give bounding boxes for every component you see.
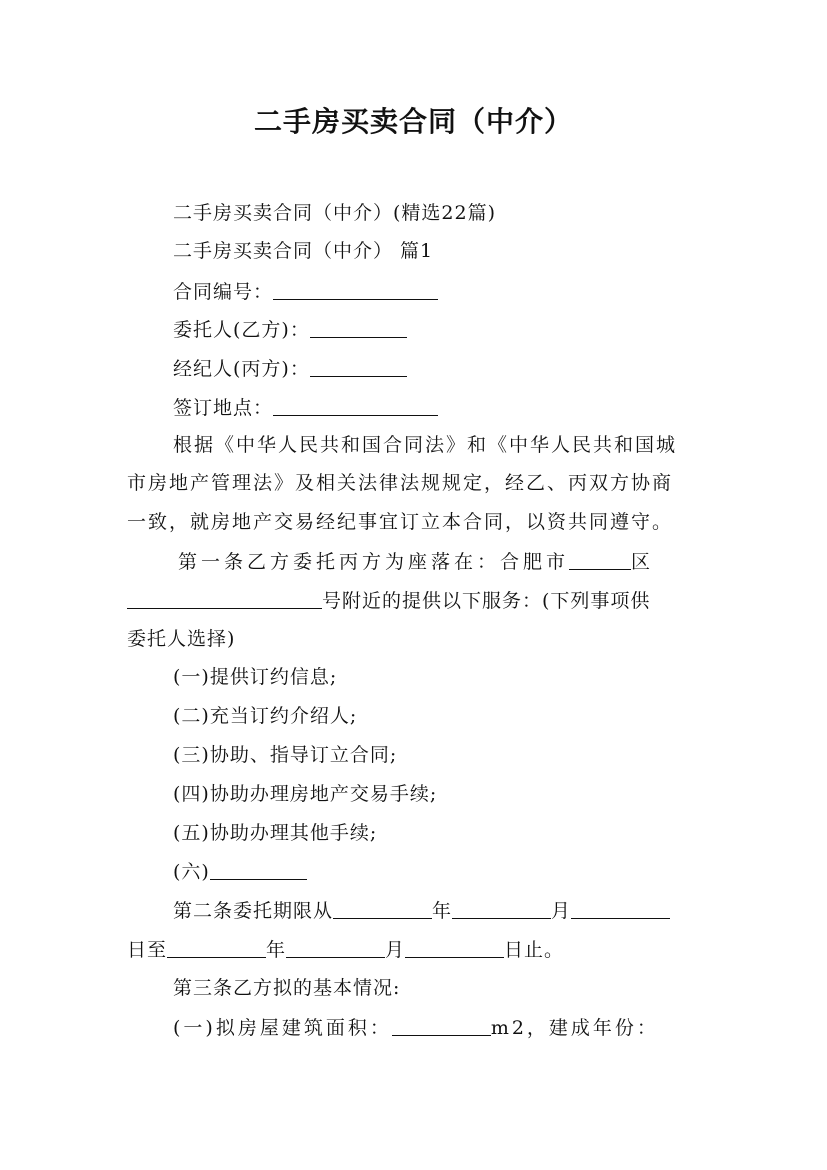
district-blank xyxy=(569,549,631,570)
article1-part3: 号附近的提供以下服务：(下列事项供 xyxy=(322,590,651,612)
client-label: 委托人(乙方)： xyxy=(173,319,310,341)
article2-line-1 xyxy=(173,898,670,923)
area-blank xyxy=(392,1015,491,1036)
sign-place-blank xyxy=(273,395,438,416)
preamble-line-2: 市房地产管理法》及相关法律法规规定，经乙、丙双方协商 xyxy=(127,472,674,494)
article1-part1: 第一条乙方委托丙方为座落在：合肥市 xyxy=(178,551,570,573)
article1-line-2 xyxy=(127,588,650,613)
preamble-line-3: 一致，就房地产交易经纪事宜订立本合同，以资共同遵守。 xyxy=(127,511,674,533)
service-item: (四)协助办理房地产交易手续; xyxy=(173,783,438,805)
start-month-blank xyxy=(452,898,551,919)
contract-no-field xyxy=(173,279,438,304)
article2-year2: 年 xyxy=(266,939,287,961)
article2-month: 月 xyxy=(551,900,572,922)
article2-day-end: 日止。 xyxy=(504,939,565,961)
contract-no-blank xyxy=(273,279,438,300)
article2-prefix: 第二条委托期限从 xyxy=(173,900,334,922)
article2-day-to: 日至 xyxy=(127,939,168,961)
end-month-blank xyxy=(286,937,385,958)
article1-line-1 xyxy=(178,549,654,574)
end-day-blank xyxy=(405,937,504,958)
end-year-blank xyxy=(167,937,266,958)
article3-item1-suffix: m2，建成年份： xyxy=(490,1017,659,1039)
contract-no-label: 合同编号： xyxy=(173,281,274,303)
address-blank xyxy=(127,588,322,609)
service-item: (五)协助办理其他手续; xyxy=(173,822,378,844)
sign-place-field xyxy=(173,395,438,420)
service-six-blank xyxy=(210,859,307,880)
broker-label: 经纪人(丙方)： xyxy=(173,358,310,380)
section-heading: 二手房买卖合同（中介） 篇1 xyxy=(173,240,434,262)
service-item: (一)提供订约信息; xyxy=(173,666,338,688)
preamble-line-1: 根据《中华人民共和国合同法》和《中华人民共和国城 xyxy=(173,434,678,456)
article1-line-3: 委托人选择) xyxy=(127,628,236,650)
sign-place-label: 签订地点： xyxy=(173,397,274,419)
article3-item1-label: (一)拟房屋建筑面积： xyxy=(173,1017,392,1039)
article2-month2: 月 xyxy=(385,939,406,961)
start-year-blank xyxy=(333,898,432,919)
article3-item-1 xyxy=(173,1015,659,1040)
article2-line-2 xyxy=(127,937,564,962)
start-day-blank xyxy=(571,898,670,919)
article1-part2: 区 xyxy=(631,551,655,573)
broker-field xyxy=(173,356,407,381)
document-subtitle: 二手房买卖合同（中介）(精选22篇) xyxy=(173,202,497,224)
client-field xyxy=(173,317,407,342)
article2-year: 年 xyxy=(432,900,453,922)
service-item: (三)协助、指导订立合同; xyxy=(173,744,398,766)
service-item: (二)充当订约介绍人; xyxy=(173,705,358,727)
service-item-six-label: (六) xyxy=(173,861,210,883)
broker-blank xyxy=(310,356,407,377)
document-title: 二手房买卖合同（中介） xyxy=(253,105,573,138)
client-blank xyxy=(310,317,407,338)
article3-heading: 第三条乙方拟的基本情况: xyxy=(173,977,401,999)
service-item-six xyxy=(173,859,307,884)
